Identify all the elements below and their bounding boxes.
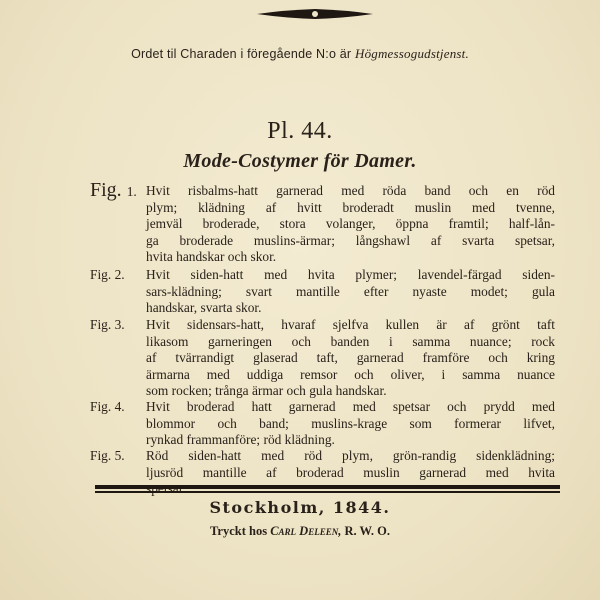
imprint-city: Stockholm, (209, 498, 326, 517)
figure-description-line: jemväl broderade, stora volanger, öppna framtil; half-lån- (146, 216, 555, 232)
figure-description (146, 183, 555, 266)
figure-description-line: Hvit siden-hatt med hvita plymer; lavendel-färgad siden- (146, 267, 555, 282)
figure-label-number: 2. (114, 267, 125, 282)
figure-description-line: hvita handskar och skor. (146, 249, 277, 265)
plate-number: Pl. 44. (267, 118, 333, 144)
figure-label (90, 448, 146, 465)
imprint-year: 1844. (332, 498, 391, 517)
figure-description (146, 399, 555, 449)
footer-rule-thin (95, 491, 560, 493)
figure-description-line: blommor och band; muslins-krage som formerar lifvet, (146, 415, 555, 431)
figure-description-line: ljusröd mantille af broderad muslin garnerad med hvita (146, 464, 555, 480)
figure-entry (90, 267, 555, 317)
figure-description-line: Hvit risbalms-hatt garnerad med röda band och en röd (146, 183, 555, 198)
figure-label-number: 1. (126, 184, 137, 199)
plate-title: Mode-Costymer för Damer. (183, 150, 417, 172)
figure-label-prefix: Fig. (90, 267, 112, 282)
figure-description-line: plym; klädning af hvitt broderadt muslin med tvenne, (146, 199, 555, 215)
figure-description-line: rynkad frammanföre; röd klädning. (146, 432, 335, 448)
figure-label-prefix: Fig. (90, 179, 122, 201)
figure-description-line: handskar, svarta skor. (146, 300, 262, 316)
figure-description-line: Röd siden-hatt med röd plym, grön-randig sidenklädning; (146, 448, 555, 463)
figure-description-line: ärmarna med uddiga remsor och oliver, i samma nuance (146, 366, 555, 382)
imprint-place (0, 498, 600, 517)
figure-entry (90, 179, 555, 266)
footer-rule-thick (95, 485, 560, 489)
imprint-printer (0, 524, 600, 539)
figure-description-line: som rocken; trånga ärmar och gula handskar. (146, 383, 387, 399)
figure-label-prefix: Fig. (90, 399, 112, 414)
figure-description-line: ga broderade muslins-ärmar; långshawl af svarta spetsar, (146, 232, 555, 248)
ornament-divider-icon (255, 6, 375, 22)
figure-description (146, 267, 555, 317)
figure-description-line (146, 481, 555, 498)
figure-label-number: 5. (114, 448, 125, 463)
figure-description-line: af tvärrandigt glaserad taft, garnerad framföre och kring (146, 350, 555, 366)
figure-label (90, 317, 146, 334)
printer-name: Carl Deleen, (270, 524, 342, 538)
figure-label-prefix: Fig. (90, 448, 112, 463)
charade-note (40, 46, 560, 62)
printed-by-label: Tryckt hos (210, 524, 268, 538)
figure-description (146, 317, 555, 400)
figure-label-number: 4. (114, 399, 125, 414)
printer-order: R. W. O. (344, 524, 390, 538)
figure-label (90, 399, 146, 416)
figure-description-line: Hvit broderad hatt garnerad med spetsar och prydd med (146, 399, 555, 414)
charade-answer: Högmessogudstjenst. (354, 46, 469, 61)
figure-entry (90, 317, 555, 400)
charade-text: Ordet til Charaden i föregående N:o är (131, 47, 352, 61)
figure-label-prefix: Fig. (90, 317, 112, 332)
figure-label (90, 179, 146, 201)
figure-description-line: sars-klädning; svart mantille efter nyaste modet; gula (146, 283, 555, 299)
figure-description-line: likasom garneringen och banden i samma nuance; rock (146, 333, 555, 349)
figure-label (90, 267, 146, 284)
figure-description-line: Hvit sidensars-hatt, hvaraf sjelfva kullen är af grönt taft (146, 317, 555, 332)
figure-label-number: 3. (114, 317, 125, 332)
figure-entry (90, 399, 555, 449)
